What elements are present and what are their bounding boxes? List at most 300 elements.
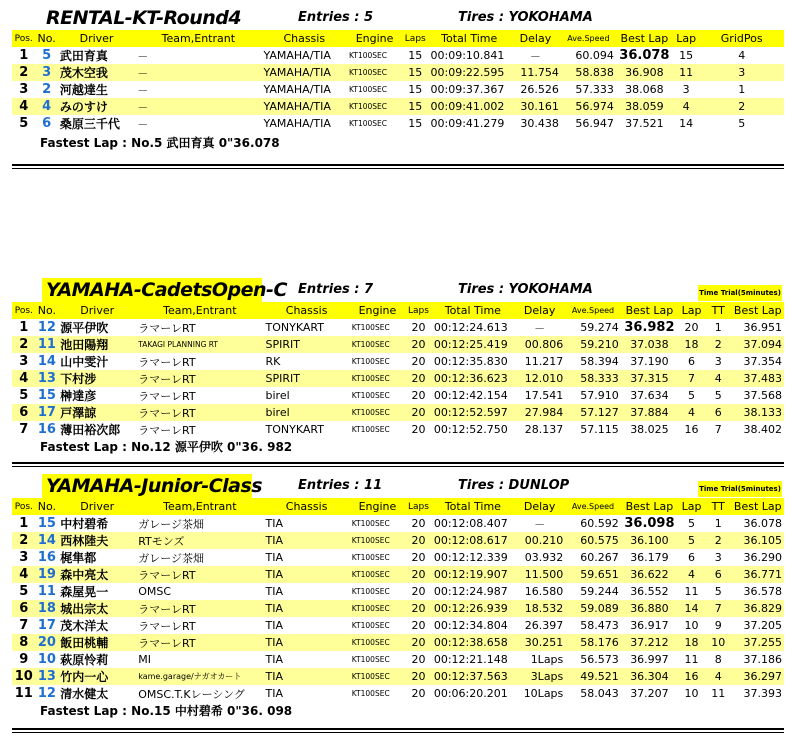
cell-driver: 桑原三千代 xyxy=(58,115,135,132)
cell-total-time: 00:12:08.407 xyxy=(432,515,514,532)
cell-ave-speed: 59.089 xyxy=(565,600,620,617)
cell-delay: 3Laps xyxy=(514,668,565,685)
cell-lap: 6 xyxy=(678,353,705,370)
cell-total-time: 00:12:36.623 xyxy=(432,370,514,387)
cell-total-time: 00:12:35.830 xyxy=(432,353,514,370)
cell-total-time: 00:12:12.339 xyxy=(432,549,514,566)
table-row xyxy=(12,336,784,353)
cell-tt-best-lap: 37.393 xyxy=(732,685,784,702)
cell-laps: 20 xyxy=(405,583,432,600)
divider xyxy=(12,728,784,733)
cell-pos: 4 xyxy=(12,98,35,115)
cell-ave-speed: 57.115 xyxy=(565,421,620,438)
cell-chassis: YAMAHA/TIA xyxy=(262,81,348,98)
cell-delay: 27.984 xyxy=(514,404,565,421)
cell-chassis: YAMAHA/TIA xyxy=(262,47,348,64)
table-row xyxy=(12,532,784,549)
cell-engine: KT100SEC xyxy=(350,319,405,336)
cell-gridpos: 3 xyxy=(699,64,784,81)
cell-chassis: YAMAHA/TIA xyxy=(262,98,348,115)
cell-chassis: TIA xyxy=(264,685,350,702)
cell-team: ガレージ茶畑 xyxy=(136,549,263,566)
header-row xyxy=(12,302,784,319)
header-row xyxy=(12,30,784,47)
cell-team: RTモンズ xyxy=(136,532,263,549)
cell-best-lap: 37.038 xyxy=(621,336,678,353)
fastest-lap: Fastest Lap : No.12 源平伊吹 0"36. 982 xyxy=(40,440,293,454)
cell-engine: KT100SEC xyxy=(350,634,405,651)
cell-pos: 5 xyxy=(12,387,36,404)
cell-no: 19 xyxy=(36,566,59,583)
cell-chassis: TIA xyxy=(264,600,350,617)
cell-laps: 20 xyxy=(405,404,432,421)
table-row xyxy=(12,47,784,64)
header-row xyxy=(12,498,784,515)
cell-driver: 下村涉 xyxy=(58,370,136,387)
cell-delay: 18.532 xyxy=(514,600,565,617)
cell-laps: 20 xyxy=(405,549,432,566)
results-table xyxy=(12,30,784,132)
time-trial-label: Time Trial(5minutes) xyxy=(698,285,782,301)
cell-no: 6 xyxy=(35,115,57,132)
header-no: No. xyxy=(35,30,57,47)
cell-gridpos: 2 xyxy=(699,98,784,115)
cell-total-time: 00:12:52.750 xyxy=(432,421,514,438)
cell-team: ラマーレRT xyxy=(136,387,263,404)
cell-delay: 16.580 xyxy=(514,583,565,600)
cell-pos: 2 xyxy=(12,64,35,81)
cell-tt-best-lap: 37.094 xyxy=(732,336,784,353)
cell-no: 2 xyxy=(35,81,57,98)
table-row xyxy=(12,64,784,81)
cell-tt: 5 xyxy=(705,387,732,404)
cell-lap: 14 xyxy=(673,115,699,132)
cell-lap: 5 xyxy=(678,532,705,549)
cell-best-lap: 37.207 xyxy=(621,685,678,702)
cell-tt: 10 xyxy=(705,634,732,651)
cell-ave-speed: 60.592 xyxy=(565,515,620,532)
header-team-entrant: Team,Entrant xyxy=(135,30,261,47)
cell-ave-speed: 58.473 xyxy=(565,617,620,634)
section-title: YAMAHA-Junior-Class xyxy=(42,474,252,498)
cell-ave-speed: 56.974 xyxy=(561,98,616,115)
cell-pos: 3 xyxy=(12,81,35,98)
cell-tt: 9 xyxy=(705,617,732,634)
cell-chassis: TIA xyxy=(264,634,350,651)
cell-tt-best-lap: 36.297 xyxy=(732,668,784,685)
cell-driver: 清水健太 xyxy=(58,685,136,702)
cell-driver: 河越達生 xyxy=(58,81,135,98)
cell-best-lap: 38.068 xyxy=(616,81,673,98)
cell-no: 10 xyxy=(36,651,59,668)
cell-driver: 源平伊吹 xyxy=(58,319,136,336)
cell-ave-speed: 57.333 xyxy=(561,81,616,98)
header-no: No. xyxy=(36,302,59,319)
header-pos: Pos. xyxy=(12,30,35,47)
cell-best-lap: 37.634 xyxy=(621,387,678,404)
cell-best-lap: 36.304 xyxy=(621,668,678,685)
cell-laps: 20 xyxy=(405,353,432,370)
section-junior xyxy=(12,474,784,724)
cell-best-lap: 36.179 xyxy=(621,549,678,566)
header-gridpos: GridPos xyxy=(699,30,784,47)
table-row xyxy=(12,668,784,685)
cell-delay: 11.500 xyxy=(514,566,565,583)
cell-ave-speed: 58.333 xyxy=(565,370,620,387)
cell-no: 4 xyxy=(35,98,57,115)
cell-no: 5 xyxy=(35,47,57,64)
cell-total-time: 00:09:10.841 xyxy=(429,47,510,64)
cell-best-lap: 36.078 xyxy=(616,47,673,64)
table-row xyxy=(12,634,784,651)
cell-pos: 3 xyxy=(12,353,36,370)
cell-driver: 茂木空我 xyxy=(58,64,135,81)
header-chassis: Chassis xyxy=(264,498,350,515)
cell-engine: KT100SEC xyxy=(350,336,405,353)
cell-pos: 6 xyxy=(12,404,36,421)
header-lap: Lap xyxy=(678,302,705,319)
cell-engine: KT100SEC xyxy=(350,421,405,438)
cell-engine: KT100SEC xyxy=(350,532,405,549)
cell-lap: 4 xyxy=(678,404,705,421)
header-total-time: Total Time xyxy=(432,302,514,319)
cell-delay: 17.541 xyxy=(514,387,565,404)
cell-pos: 8 xyxy=(12,634,36,651)
header-chassis: Chassis xyxy=(262,30,348,47)
cell-total-time: 00:06:20.201 xyxy=(432,685,514,702)
tires-label: Tires : YOKOHAMA xyxy=(458,10,593,25)
cell-no: 14 xyxy=(36,532,59,549)
cell-tt-best-lap: 37.568 xyxy=(732,387,784,404)
header-lap: Lap xyxy=(678,498,705,515)
header-laps: Laps xyxy=(405,302,432,319)
cell-ave-speed: 59.274 xyxy=(565,319,620,336)
cell-driver: 萩原怜莉 xyxy=(58,651,136,668)
cell-team: OMSC.T.Kレーシング xyxy=(136,685,263,702)
cell-laps: 20 xyxy=(405,319,432,336)
header-team-entrant: Team,Entrant xyxy=(136,302,263,319)
cell-tt: 7 xyxy=(705,421,732,438)
cell-tt: 4 xyxy=(705,370,732,387)
cell-total-time: 00:09:41.002 xyxy=(429,98,510,115)
cell-team: TAKAGI PLANNING RT xyxy=(136,336,263,353)
cell-total-time: 00:12:34.804 xyxy=(432,617,514,634)
cell-tt-best-lap: 36.951 xyxy=(732,319,784,336)
cell-chassis: TIA xyxy=(264,549,350,566)
header-no: No. xyxy=(36,498,59,515)
cell-no: 11 xyxy=(36,336,59,353)
cell-total-time: 00:12:25.419 xyxy=(432,336,514,353)
cell-ave-speed: 57.910 xyxy=(565,387,620,404)
cell-no: 16 xyxy=(36,421,59,438)
cell-total-time: 00:12:26.939 xyxy=(432,600,514,617)
cell-best-lap: 36.622 xyxy=(621,566,678,583)
results-table xyxy=(12,302,784,438)
cell-team: ラマーレRT xyxy=(136,566,263,583)
cell-chassis: TIA xyxy=(264,532,350,549)
cell-no: 18 xyxy=(36,600,59,617)
cell-laps: 15 xyxy=(402,64,428,81)
cell-gridpos: 5 xyxy=(699,115,784,132)
fastest-lap: Fastest Lap : No.15 中村碧希 0"36. 098 xyxy=(40,704,293,718)
cell-chassis: TIA xyxy=(264,668,350,685)
table-row xyxy=(12,319,784,336)
cell-team: ラマーレRT xyxy=(136,404,263,421)
cell-tt-best-lap: 37.205 xyxy=(732,617,784,634)
section-title: RENTAL-KT-Round4 xyxy=(42,6,226,30)
cell-driver: 武田育真 xyxy=(58,47,135,64)
cell-no: 12 xyxy=(36,685,59,702)
table-row xyxy=(12,404,784,421)
cell-driver: 戸澤諒 xyxy=(58,404,136,421)
cell-pos: 1 xyxy=(12,515,36,532)
header-total-time: Total Time xyxy=(432,498,514,515)
cell-tt: 3 xyxy=(705,549,732,566)
cell-chassis: YAMAHA/TIA xyxy=(262,64,348,81)
header-delay: Delay xyxy=(510,30,561,47)
header-tt: TT xyxy=(705,302,732,319)
cell-no: 16 xyxy=(36,549,59,566)
header-best-lap: Best Lap xyxy=(621,302,678,319)
cell-gridpos: 4 xyxy=(699,47,784,64)
cell-engine: KT100SEC xyxy=(350,387,405,404)
cell-lap: 18 xyxy=(678,336,705,353)
header-best-lap: Best Lap xyxy=(621,498,678,515)
cell-chassis: TIA xyxy=(264,515,350,532)
cell-ave-speed: 56.947 xyxy=(561,115,616,132)
cell-ave-speed: 58.838 xyxy=(561,64,616,81)
cell-team: kame.garage/ナガオカート xyxy=(136,668,263,685)
cell-lap: 11 xyxy=(678,651,705,668)
cell-pos: 11 xyxy=(12,685,36,702)
cell-team: ガレージ茶畑 xyxy=(136,515,263,532)
cell-laps: 20 xyxy=(405,532,432,549)
cell-no: 13 xyxy=(36,668,59,685)
cell-laps: 15 xyxy=(402,81,428,98)
table-row xyxy=(12,566,784,583)
cell-best-lap: 37.212 xyxy=(621,634,678,651)
cell-lap: 10 xyxy=(678,685,705,702)
header-laps: Laps xyxy=(405,498,432,515)
cell-engine: KT100SEC xyxy=(347,47,402,64)
entries-count: Entries : 11 xyxy=(298,478,383,493)
cell-total-time: 00:12:37.563 xyxy=(432,668,514,685)
tires-label: Tires : YOKOHAMA xyxy=(458,282,593,297)
cell-tt-best-lap: 36.078 xyxy=(732,515,784,532)
cell-pos: 7 xyxy=(12,421,36,438)
cell-delay: 1Laps xyxy=(514,651,565,668)
header-engine: Engine xyxy=(347,30,402,47)
cell-total-time: 00:09:37.367 xyxy=(429,81,510,98)
cell-laps: 20 xyxy=(405,617,432,634)
cell-delay: 30.438 xyxy=(510,115,561,132)
section-rental-kt xyxy=(12,6,784,156)
cell-pos: 1 xyxy=(12,47,35,64)
cell-no: 3 xyxy=(35,64,57,81)
cell-no: 17 xyxy=(36,404,59,421)
cell-best-lap: 36.997 xyxy=(621,651,678,668)
cell-chassis: RK xyxy=(264,353,350,370)
header-engine: Engine xyxy=(350,498,405,515)
header-chassis: Chassis xyxy=(264,302,350,319)
cell-tt: 1 xyxy=(705,515,732,532)
cell-delay: 12.010 xyxy=(514,370,565,387)
cell-pos: 10 xyxy=(12,668,36,685)
table-row xyxy=(12,651,784,668)
cell-pos: 5 xyxy=(12,583,36,600)
cell-team: ラマーレRT xyxy=(136,421,263,438)
cell-best-lap: 37.190 xyxy=(621,353,678,370)
cell-ave-speed: 56.573 xyxy=(565,651,620,668)
table-row xyxy=(12,387,784,404)
cell-delay: 11.754 xyxy=(510,64,561,81)
cell-delay: 30.161 xyxy=(510,98,561,115)
cell-lap: 14 xyxy=(678,600,705,617)
cell-ave-speed: 58.176 xyxy=(565,634,620,651)
cell-driver: 梶隼都 xyxy=(58,549,136,566)
table-row xyxy=(12,549,784,566)
cell-team: OMSC xyxy=(136,583,263,600)
cell-engine: KT100SEC xyxy=(350,566,405,583)
cell-pos: 4 xyxy=(12,566,36,583)
cell-laps: 20 xyxy=(405,685,432,702)
cell-team: － xyxy=(135,47,261,64)
cell-ave-speed: 58.043 xyxy=(565,685,620,702)
cell-lap: 18 xyxy=(678,634,705,651)
cell-best-lap: 36.908 xyxy=(616,64,673,81)
cell-laps: 15 xyxy=(402,98,428,115)
cell-tt: 2 xyxy=(705,336,732,353)
cell-no: 15 xyxy=(36,515,59,532)
cell-delay: 26.526 xyxy=(510,81,561,98)
cell-total-time: 00:09:41.279 xyxy=(429,115,510,132)
cell-no: 17 xyxy=(36,617,59,634)
header-tt-best-lap: Best Lap xyxy=(732,498,784,515)
cell-ave-speed: 60.094 xyxy=(561,47,616,64)
fastest-lap: Fastest Lap : No.5 武田育真 0"36.078 xyxy=(40,136,280,150)
cell-laps: 20 xyxy=(405,668,432,685)
cell-total-time: 00:09:22.595 xyxy=(429,64,510,81)
cell-engine: KT100SEC xyxy=(350,685,405,702)
cell-team: － xyxy=(135,115,261,132)
cell-tt: 7 xyxy=(705,600,732,617)
cell-tt-best-lap: 36.578 xyxy=(732,583,784,600)
cell-ave-speed: 57.127 xyxy=(565,404,620,421)
cell-ave-speed: 49.521 xyxy=(565,668,620,685)
cell-total-time: 00:12:24.613 xyxy=(432,319,514,336)
cell-laps: 20 xyxy=(405,421,432,438)
cell-ave-speed: 59.651 xyxy=(565,566,620,583)
cell-pos: 2 xyxy=(12,336,36,353)
cell-engine: KT100SEC xyxy=(347,115,402,132)
cell-chassis: TIA xyxy=(264,583,350,600)
table-row xyxy=(12,515,784,532)
cell-gridpos: 1 xyxy=(699,81,784,98)
cell-tt: 5 xyxy=(705,583,732,600)
results-table xyxy=(12,498,784,702)
cell-team: － xyxy=(135,81,261,98)
cell-lap: 20 xyxy=(678,319,705,336)
table-row xyxy=(12,685,784,702)
cell-driver: 西林陸夫 xyxy=(58,532,136,549)
cell-chassis: TIA xyxy=(264,651,350,668)
cell-no: 13 xyxy=(36,370,59,387)
cell-engine: KT100SEC xyxy=(350,404,405,421)
cell-tt-best-lap: 37.255 xyxy=(732,634,784,651)
header-delay: Delay xyxy=(514,302,565,319)
cell-engine: KT100SEC xyxy=(347,98,402,115)
cell-tt-best-lap: 38.133 xyxy=(732,404,784,421)
header-total-time: Total Time xyxy=(429,30,510,47)
header-lap: Lap xyxy=(673,30,699,47)
cell-chassis: birel xyxy=(264,387,350,404)
cell-total-time: 00:12:08.617 xyxy=(432,532,514,549)
header-driver: Driver xyxy=(58,30,135,47)
time-trial-label: Time Trial(5minutes) xyxy=(698,481,782,497)
cell-laps: 20 xyxy=(405,651,432,668)
cell-best-lap: 36.100 xyxy=(621,532,678,549)
cell-pos: 9 xyxy=(12,651,36,668)
cell-laps: 20 xyxy=(405,387,432,404)
cell-no: 15 xyxy=(36,387,59,404)
cell-driver: 森屋晃一 xyxy=(58,583,136,600)
cell-driver: みのすけ xyxy=(58,98,135,115)
cell-chassis: TONYKART xyxy=(264,319,350,336)
cell-tt-best-lap: 38.402 xyxy=(732,421,784,438)
cell-tt: 4 xyxy=(705,668,732,685)
cell-ave-speed: 60.575 xyxy=(565,532,620,549)
cell-ave-speed: 60.267 xyxy=(565,549,620,566)
cell-engine: KT100SEC xyxy=(350,651,405,668)
cell-total-time: 00:12:52.597 xyxy=(432,404,514,421)
cell-best-lap: 36.917 xyxy=(621,617,678,634)
cell-delay: 03.932 xyxy=(514,549,565,566)
cell-no: 11 xyxy=(36,583,59,600)
header-tt-best-lap: Best Lap xyxy=(732,302,784,319)
cell-ave-speed: 59.244 xyxy=(565,583,620,600)
cell-total-time: 00:12:19.907 xyxy=(432,566,514,583)
cell-laps: 20 xyxy=(405,634,432,651)
table-row xyxy=(12,600,784,617)
cell-team: ラマーレRT xyxy=(136,617,263,634)
header-pos: Pos. xyxy=(12,302,36,319)
cell-laps: 15 xyxy=(402,115,428,132)
header-pos: Pos. xyxy=(12,498,36,515)
cell-best-lap: 38.025 xyxy=(621,421,678,438)
cell-engine: KT100SEC xyxy=(347,81,402,98)
header-driver: Driver xyxy=(58,498,136,515)
cell-driver: 薄田裕次郎 xyxy=(58,421,136,438)
table-row xyxy=(12,81,784,98)
cell-lap: 16 xyxy=(678,421,705,438)
cell-lap: 6 xyxy=(678,549,705,566)
cell-driver: 榊達彦 xyxy=(58,387,136,404)
cell-driver: 茂木洋太 xyxy=(58,617,136,634)
cell-laps: 20 xyxy=(405,370,432,387)
cell-tt-best-lap: 37.186 xyxy=(732,651,784,668)
cell-chassis: SPIRIT xyxy=(264,336,350,353)
cell-no: 14 xyxy=(36,353,59,370)
cell-laps: 20 xyxy=(405,336,432,353)
entries-count: Entries : 5 xyxy=(298,10,374,25)
divider xyxy=(12,164,784,169)
cell-no: 12 xyxy=(36,319,59,336)
cell-engine: KT100SEC xyxy=(350,583,405,600)
header-ave-speed: Ave.Speed xyxy=(565,498,620,515)
cell-delay: 10Laps xyxy=(514,685,565,702)
cell-engine: KT100SEC xyxy=(347,64,402,81)
cell-lap: 5 xyxy=(678,387,705,404)
